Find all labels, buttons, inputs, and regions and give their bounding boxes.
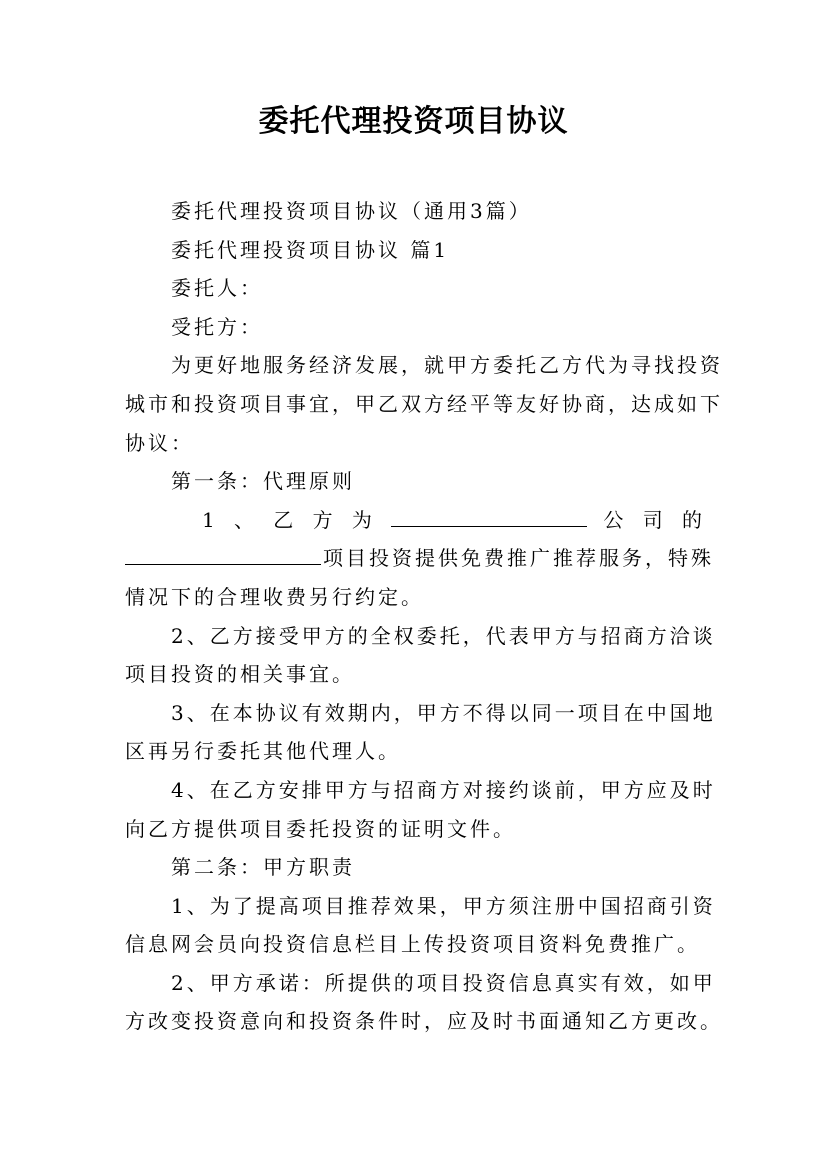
article-1-item-2-line-1: 2、乙方接受甲方的全权委托，代表甲方与招商方洽谈 <box>171 623 716 648</box>
article-2-item-1-line-2: 信息网会员向投资信息栏目上传投资项目资料免费推广。 <box>125 932 700 957</box>
article-2-item-1-line-1: 1、为了提高项目推荐效果，甲方须注册中国招商引资 <box>171 893 716 918</box>
article-1-item-2 <box>125 617 716 694</box>
for-char: 为 <box>351 507 375 532</box>
intro-paragraph <box>125 346 723 462</box>
document-title: 委托代理投资项目协议 <box>258 104 569 139</box>
article-1-item-4-line-1: 4、在乙方安排甲方与招商方对接约谈前，甲方应及时 <box>171 777 716 802</box>
article-1-item-4-line-2: 向乙方提供项目委托投资的证明文件。 <box>125 816 516 841</box>
agent-label: 受托方： <box>171 314 263 339</box>
party-b-char-2: 方 <box>312 507 336 532</box>
party-b-char-1: 乙 <box>273 507 297 532</box>
document-body <box>125 192 723 1041</box>
article-1-item-1 <box>125 501 714 617</box>
principal-label: 委托人： <box>171 276 263 301</box>
article-1-item-4 <box>125 771 716 848</box>
article-1-heading: 第一条：代理原则 <box>171 469 355 494</box>
section-heading: 委托代理投资项目协议 篇1 <box>171 237 450 262</box>
item-separator: 、 <box>234 507 258 532</box>
project-name-blank <box>125 542 321 565</box>
article-1-item-3-line-2: 区再另行委托其他代理人。 <box>125 739 401 764</box>
company-name-blank <box>391 504 587 527</box>
intro-line-3: 协议： <box>125 430 194 455</box>
intro-line-1: 为更好地服务经济发展，就甲方委托乙方代为寻找投资 <box>171 353 723 378</box>
article-2-item-2-line-2: 方改变投资意向和投资条件时，应及时书面通知乙方更改。 <box>125 1009 723 1034</box>
article-1-item-1-line-2 <box>125 539 714 578</box>
article-1-item-1-line-3: 情况下的合理收费另行约定。 <box>125 584 424 609</box>
article-2-item-2-line-1: 2、甲方承诺：所提供的项目投资信息真实有效，如甲 <box>171 970 716 995</box>
article-2-heading: 第二条：甲方职责 <box>171 855 355 880</box>
subtitle: 委托代理投资项目协议（通用3篇） <box>171 199 532 223</box>
article-2-item-1 <box>125 887 716 964</box>
article-1-item-3-line-1: 3、在本协议有效期内，甲方不得以同一项目在中国地 <box>171 700 716 725</box>
of-char: 的 <box>681 507 705 532</box>
company-char-1: 公 <box>603 507 627 532</box>
company-char-2: 司 <box>642 507 666 532</box>
article-1-item-1-line-1 <box>125 501 705 540</box>
intro-line-2: 城市和投资项目事宜，甲乙双方经平等友好协商，达成如下 <box>125 391 723 416</box>
article-1-item-3 <box>125 694 716 771</box>
article-1-item-1-line-2-text: 项目投资提供免费推广推荐服务，特殊 <box>323 546 714 571</box>
article-1-item-2-line-2: 项目投资的相关事宜。 <box>125 662 355 687</box>
item-number: 1 <box>202 507 218 532</box>
article-2-item-2 <box>125 964 723 1041</box>
